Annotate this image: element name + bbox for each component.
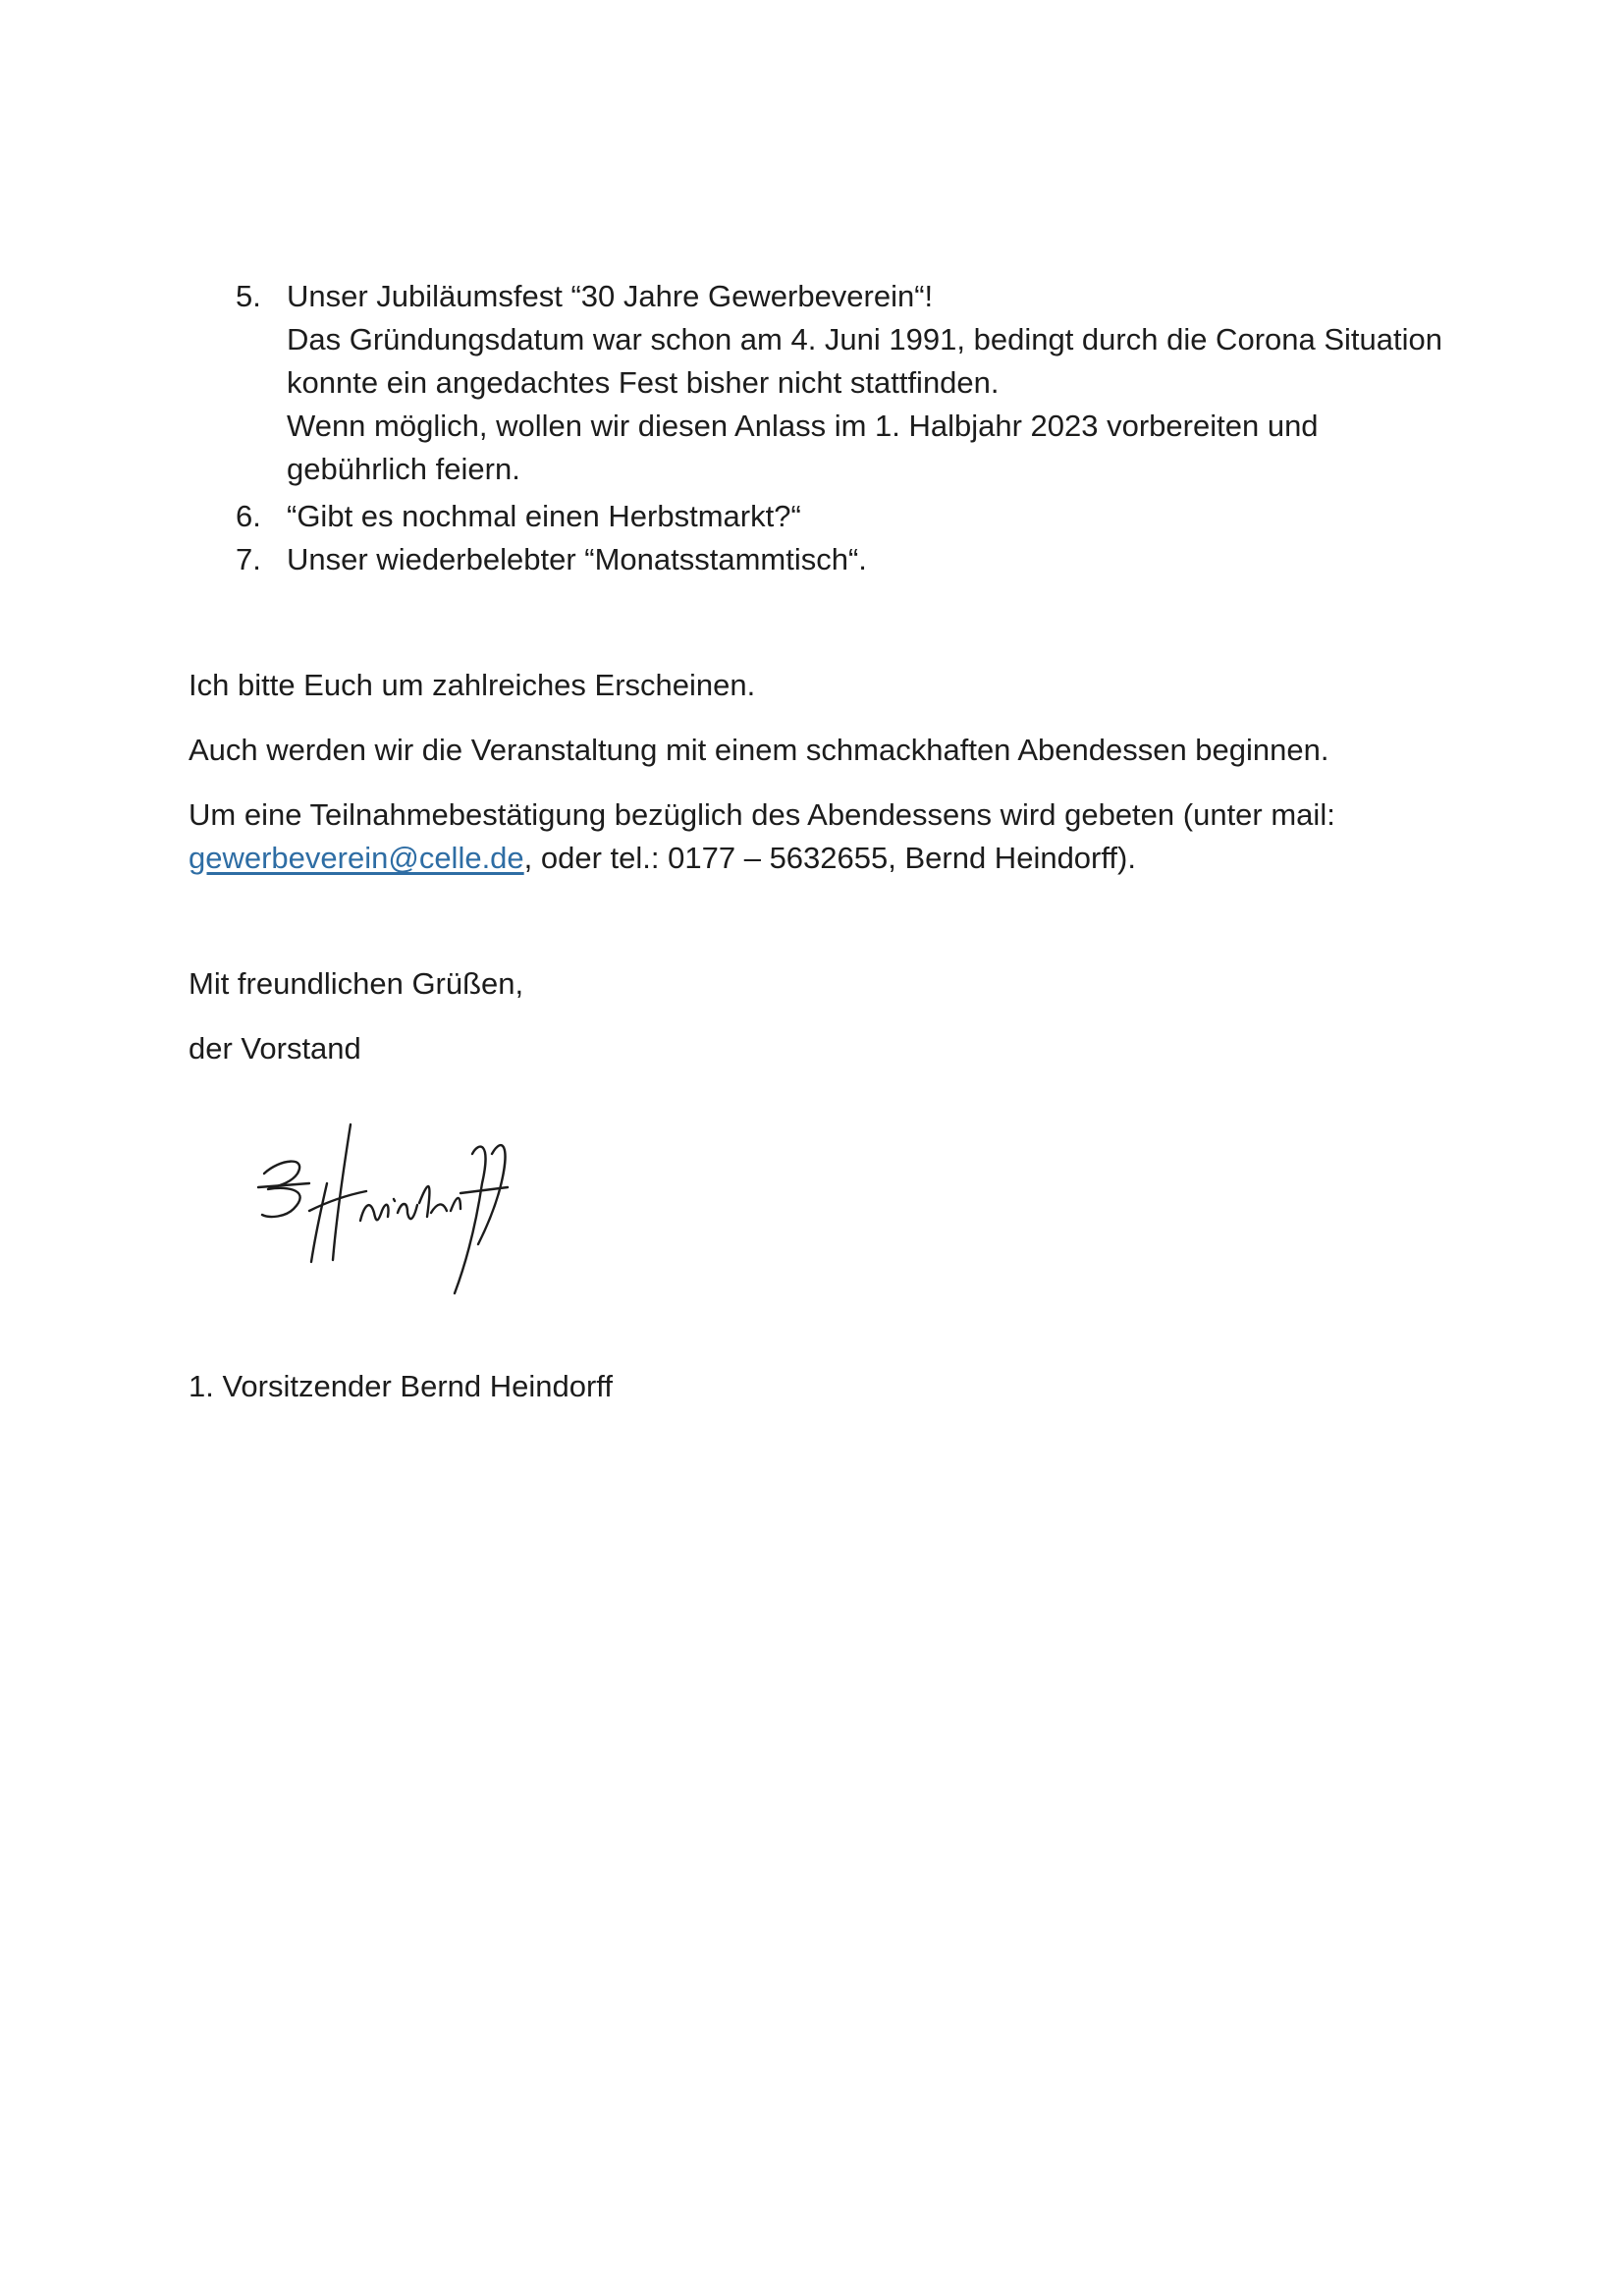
signatory-name: 1. Vorsitzender Bernd Heindorff xyxy=(189,1369,613,1403)
rsvp-text-line-1: Um eine Teilnahmebestätigung bezüglich des Abendessens wird gebeten (unter mail: xyxy=(189,797,1335,832)
agenda-line: Wenn möglich, wollen wir diesen Anlass im 1. Halbjahr 2023 vorbereiten und xyxy=(287,409,1319,443)
invitation-text: Ich bitte Euch um zahlreiches Erscheinen. xyxy=(189,668,756,702)
agenda-line: “Gibt es nochmal einen Herbstmarkt?“ xyxy=(287,499,801,533)
handwritten-signature xyxy=(250,1115,530,1296)
agenda-text xyxy=(287,275,1465,491)
agenda-line: Unser Jubiläumsfest “30 Jahre Gewerbeverein“! xyxy=(287,279,934,313)
agenda-line: gebührlich feiern. xyxy=(287,452,520,486)
closing-sender: der Vorstand xyxy=(189,1031,361,1066)
agenda-number: 6. xyxy=(236,499,261,533)
rsvp-text-line-2 xyxy=(189,837,1136,880)
closing-greeting: Mit freundlichen Grüßen, xyxy=(189,966,524,1001)
rsvp-contact-text: , oder tel.: 0177 – 5632655, Bernd Heindorff). xyxy=(523,841,1136,875)
agenda-line: Das Gründungsdatum war schon am 4. Juni 1991, bedingt durch die Corona Situation xyxy=(287,322,1442,356)
dinner-text: Auch werden wir die Veranstaltung mit einem schmackhaften Abendessen beginnen. xyxy=(189,733,1329,767)
email-link[interactable]: gewerbeverein@celle.de xyxy=(189,841,524,875)
agenda-number: 5. xyxy=(236,279,261,313)
agenda-text xyxy=(287,538,1465,581)
agenda-line: Unser wiederbelebter “Monatsstammtisch“. xyxy=(287,542,867,576)
agenda-line: konnte ein angedachtes Fest bisher nicht stattfinden. xyxy=(287,365,1000,400)
agenda-number: 7. xyxy=(236,542,261,576)
agenda-text xyxy=(287,495,1465,538)
